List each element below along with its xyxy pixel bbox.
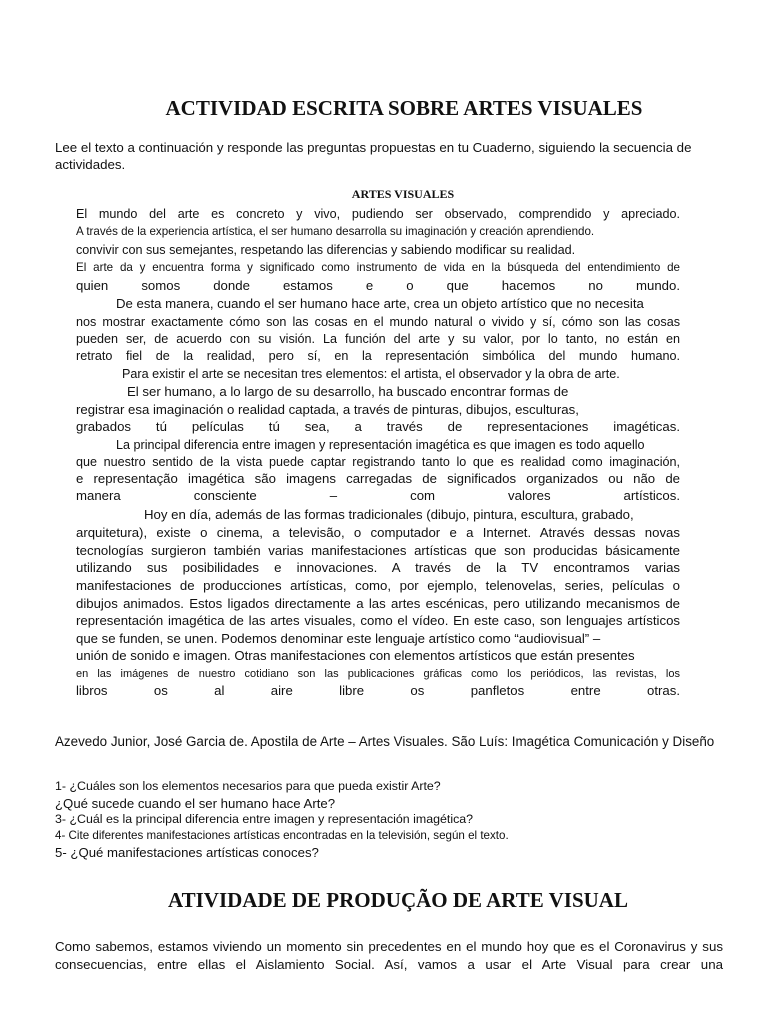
body-line: El ser humano, a lo largo de su desarrollo, ha buscado encontrar formas de <box>127 384 569 399</box>
question-item: 3- ¿Cuál es la principal diferencia entre imagen y representación imagética? <box>55 812 474 826</box>
body-line: manifestaciones de producciones artísticas, como, por ejemplo, telenovelas, series, películas o <box>76 578 680 593</box>
body-line: que se funden, se unen. Podemos denominar este lenguaje artístico como “audiovisual” – <box>76 631 601 646</box>
body-line: nos mostrar exactamente cómo son las cosas en el mundo natural o vivido y sí, cómo son las cosas <box>76 315 680 329</box>
body-line: arquitetura), existe o cinema, a televisão, o computador e a Internet. Através dessas novas <box>76 525 680 540</box>
body-line: unión de sonido e imagen. Otras manifestaciones con elementos artísticos que están presentes <box>76 648 635 663</box>
body-line: representación imagética de las artes visuales, como el vídeo. En este caso, son lenguajes artísticos <box>76 613 680 628</box>
section-subtitle: ARTES VISUALES <box>351 187 455 201</box>
body-line: dibujos animados. Estos ligados directamente a las artes escénicas, pero utilizando mecanismos de <box>76 596 680 611</box>
body-line: libros os al aire libre os panfletos entre otras. <box>76 683 680 698</box>
intro-paragraph: Lee el texto a continuación y responde las preguntas propuestas en tu Cuaderno, siguiendo la secuencia de actividades. <box>55 140 692 172</box>
body-line: convivir con sus semejantes, respetando las diferencias y sabiendo modificar su realidad. <box>76 243 576 257</box>
body-line: Hoy en día, además de las formas tradicionales (dibujo, pintura, escultura, grabado, <box>144 507 634 522</box>
section-title: ATIVIDADE DE PRODUÇÃO DE ARTE VISUAL <box>168 888 628 912</box>
body-line: La principal diferencia entre imagen y representación imagética es que imagen es todo aquello <box>116 438 645 452</box>
question-item: 4- Cite diferentes manifestaciones artísticas encontradas en la televisión, según el texto. <box>55 829 509 842</box>
body-line: A través de la experiencia artística, el ser humano desarrolla su imaginación y creación aprendiendo. <box>76 225 595 238</box>
citation: Azevedo Junior, José Garcia de. Apostila de Arte – Artes Visuales. São Luís: Imagética Comunicación y Diseño <box>55 734 715 749</box>
body-line: pueden ser, de acuerdo con su visión. La función del arte y su valor, por lo tanto, no están en <box>76 332 680 346</box>
body-line: en las imágenes de nuestro cotidiano son las publicaciones gráficas como los periódicos, las revistas, los <box>76 668 680 680</box>
body-line: e representação imagética são imagens carregadas de significados organizados ou não de <box>76 471 680 486</box>
body-line: registrar esa imaginación o realidad captada, a través de pinturas, dibujos, esculturas, <box>76 402 579 417</box>
paragraph-line: Como sabemos, estamos viviendo un momento sin precedentes en el mundo hoy que es el Coronavirus y sus <box>55 939 723 954</box>
page-title: ACTIVIDAD ESCRITA SOBRE ARTES VISUALES <box>165 96 643 120</box>
body-line: El arte da y encuentra forma y significado como instrumento de vida en la búsqueda del entendimiento de <box>76 261 680 274</box>
body-line: quien somos donde estamos e o que hacemos no mundo. <box>76 278 680 293</box>
question-item: ¿Qué sucede cuando el ser humano hace Arte? <box>55 796 336 811</box>
body-line: retrato fiel de la realidad, pero sí, en la representación simbólica del mundo humano. <box>76 349 680 363</box>
body-line: que nuestro sentido de la vista puede captar registrando tanto lo que es realidad como imaginación, <box>76 455 680 469</box>
body-line: De esta manera, cuando el ser humano hace arte, crea un objeto artístico que no necesita <box>116 296 644 311</box>
body-line: manera consciente – com valores artísticos. <box>76 488 680 503</box>
body-line: tecnologías surgieron también varias manifestaciones artísticas que son producidas básicamente <box>76 543 680 558</box>
question-item: 1- ¿Cuáles son los elementos necesarios para que pueda existir Arte? <box>55 779 441 793</box>
body-line: El mundo del arte es concreto y vivo, pudiendo ser observado, comprendido y apreciado. <box>76 207 680 221</box>
question-item: 5- ¿Qué manifestaciones artísticas conoces? <box>55 845 319 860</box>
body-line: grabados tú películas tú sea, a través de representaciones imagéticas. <box>76 419 680 434</box>
body-line: Para existir el arte se necesitan tres elementos: el artista, el observador y la obra de arte. <box>122 367 620 381</box>
paragraph-line: consecuencias, entre ellas el Aislamiento Social. Así, vamos a usar el Arte Visual para crear una <box>55 957 723 972</box>
body-line: utilizando sus posibilidades e innovaciones. A través de la TV encontramos varias <box>76 560 680 575</box>
